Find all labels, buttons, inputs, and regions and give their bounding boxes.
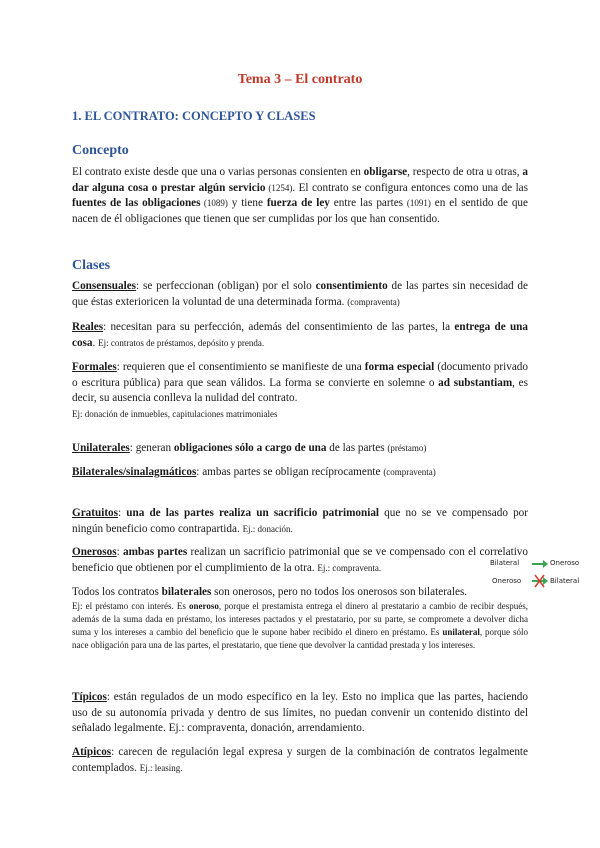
onerosos-paragraph: Onerosos: ambas partes realizan un sacrificio patrimonial que se ve compensado con el correlativo beneficio que obtienen por el cumplimiento de la otra. Ej.: compraventa. xyxy=(72,546,528,574)
section-heading: 1. EL CONTRATO: CONCEPTO Y CLASES xyxy=(72,109,316,123)
reales-paragraph: Reales: necesitan para su perfección, además del consentimiento de las partes, la entrega de una cosa. Ej: contratos de préstamos, depósito y prenda. xyxy=(72,321,528,349)
green-arrow-icon xyxy=(531,559,549,569)
atipicos-paragraph: Atípicos: carecen de regulación legal expresa y surgen de la combinación de contratos legalmente contemplados. Ej.: leasing. xyxy=(72,746,528,774)
note-bilateral-bottom: Bilateral xyxy=(550,577,580,585)
note-oneroso-bottom: Oneroso xyxy=(492,577,522,585)
ejemplo-paragraph: Ej: el préstamo con interés. Es oneroso, porque el prestamista entrega el dinero al prestatario a cambio de recibir después, además de la suma dada en préstamo, los intereses pactados y el prestatario, por su parte, se compromete a devolver dicha suma y los intereses a cambio del beneficio que le supone haber recibido el dinero en préstamo. Es unilateral, porque sólo nace obligación para una de las partes, el prestatario, que tiene que devolver la cantidad prestada y los intereses. xyxy=(72,601,528,650)
crossed-arrow-icon xyxy=(531,574,549,588)
concepto-paragraph: El contrato existe desde que una o varias personas consienten en obligarse, respecto de otra u otras, a dar alguna cosa o prestar algún servicio (1254). El contrato se configura entonces como una de las fuentes de las obligaciones (1089) y tiene fuerza de ley entre las partes (1091) en el sentido de que nacen de él obligaciones que tienen que ser cumplidas por los que han consentido. xyxy=(72,166,528,225)
document-title: Tema 3 – El contrato xyxy=(237,72,363,87)
concepto-heading: Concepto xyxy=(72,143,129,158)
tipicos-paragraph: Típicos: están regulados de un modo específico en la ley. Esto no implica que las partes, haciendo uso de su autonomía privada y dentro de sus límites, no puedan convenir un contenido distinto del señalado legalmente. Ej.: compraventa, donación, arrendamiento. xyxy=(72,691,528,734)
formales-paragraph: Formales: requieren que el consentimiento se manifieste de una forma especial (documento privado o escritura pública) para que sean válidos. La forma se convierte en solemne o ad substantiam, es decir, su ausencia conlleva la nulidad del contrato. Ej: donación de inmuebles, capitulaciones matrimoniales xyxy=(72,361,528,419)
consensuales-paragraph: Consensuales: se perfeccionan (obligan) por el solo consentimiento de las partes sin necesidad de que éstas exterioricen la voluntad de una determinada forma. (compraventa) xyxy=(72,280,528,308)
todos-paragraph: Todos los contratos bilaterales son onerosos, pero no todos los onerosos son bilaterales. xyxy=(72,586,468,598)
clases-heading: Clases xyxy=(72,258,111,273)
bilaterales-paragraph: Bilaterales/sinalagmáticos: ambas partes se obligan recíprocamente (compraventa) xyxy=(72,466,436,478)
note-bilateral-top: Bilateral xyxy=(490,559,520,567)
unilaterales-paragraph: Unilaterales: generan obligaciones sólo a cargo de una de las partes (préstamo) xyxy=(72,442,427,454)
note-oneroso-top: Oneroso xyxy=(550,559,580,567)
gratuitos-paragraph: Gratuitos: una de las partes realiza un sacrificio patrimonial que no se ve compensado por ningún beneficio como contrapartida. Ej.: donación. xyxy=(72,507,528,535)
